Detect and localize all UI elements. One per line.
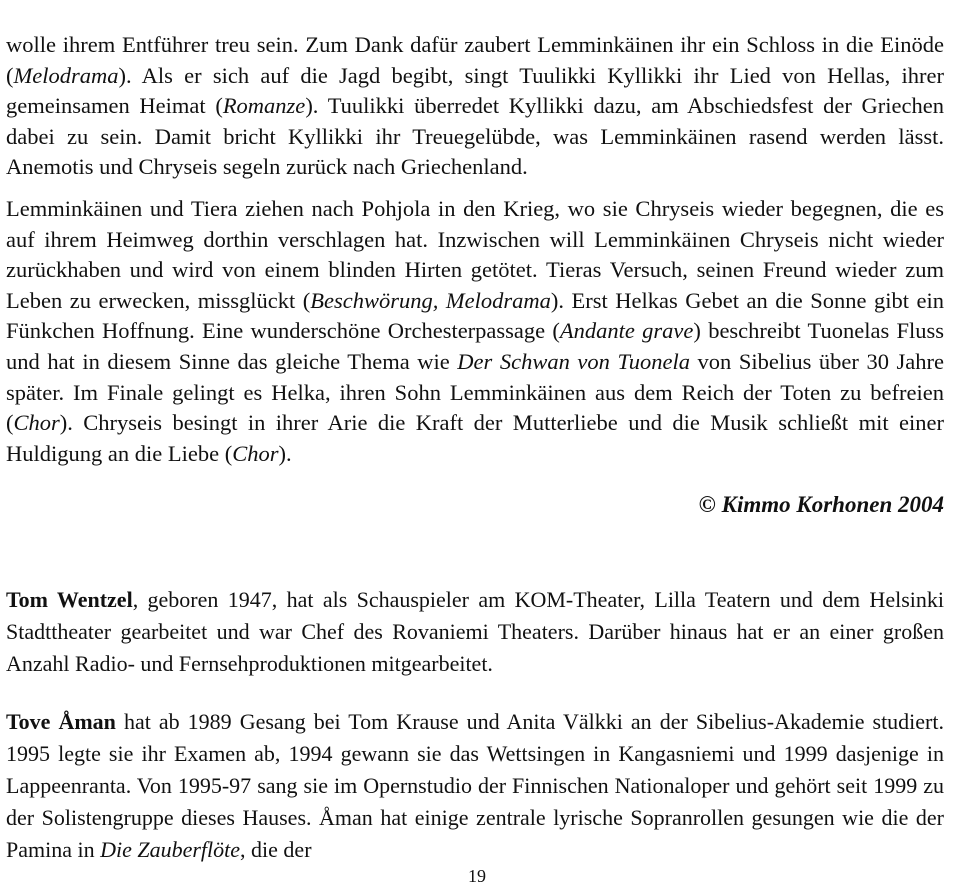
italic-text: Chor <box>13 410 60 436</box>
synopsis-paragraph-1 <box>6 30 944 183</box>
italic-text: Romanze <box>222 93 306 119</box>
italic-text: Chor <box>232 440 279 466</box>
text-run: ) beschreibt Tuonelas Fluss und hat in diesem Sinne das gleiche Thema wie <box>6 318 945 374</box>
italic-text: Der Schwan von Tuonela <box>457 348 690 374</box>
text-run: ). Als er sich auf die Jagd begibt, singt Tuulikki Kyllikki ihr Lied von Hellas, ihrer gemeinsamen Heimat ( <box>6 62 944 119</box>
bold-name: Tove Åman <box>6 709 116 734</box>
italic-text: Beschwörung, Melodrama <box>310 287 551 313</box>
text-run: , die der <box>240 837 312 862</box>
text-run: wolle ihrem Entführer treu sein. Zum Dank dafür zaubert Lemminkäinen ihr ein Schloss in die Einöde ( <box>6 32 944 88</box>
bio-tove-aman <box>6 706 944 866</box>
bio-tom-wentzel <box>6 584 944 680</box>
copyright-signature: © Kimmo Korhonen 2004 <box>698 492 944 517</box>
text-run: hat ab 1989 Gesang bei Tom Krause und Anita Välkki an der Sibelius-Akademie studiert. 1995 legte sie ihr Examen ab, 1994 gewann sie das Wettsingen in Kangasniemi und 1999 dasjenige in Lappeenranta. Von 1995-97 sang sie im Opernstudio der Finnischen Nationaloper und gehört seit 1999 zu der Solistengruppe dieses Hauses. Åman hat einige zentrale lyrische Sopranrollen gesungen wie die der Pamina in <box>6 709 944 862</box>
text-run: , geboren 1947, hat als Schauspieler am KOM-Theater, Lilla Teatern und dem Helsinki Stadttheater gearbeitet und war Chef des Rovaniemi Theaters. Darüber hinaus hat er an einer großen Anzahl Radio- und Fernsehproduktionen mitgearbeitet. <box>6 587 944 676</box>
text-run: von Sibelius über 30 Jahre später. Im Finale gelingt es Helka, ihren Sohn Lemminkäinen aus dem Reich der Toten zu befreien ( <box>6 348 944 436</box>
text-run: ). Tuulikki überredet Kyllikki dazu, am Abschiedsfest der Griechen dabei zu sein. Damit bricht Kyllikki ihr Treuegelübde, was Lemminkäinen rasend werden lässt. Anemotis und Chryseis segeln zurück nach Griechenland. <box>6 93 944 180</box>
italic-text: Melodrama <box>13 62 119 88</box>
text-run: ). Chryseis besingt in ihrer Arie die Kraft der Mutterliebe und die Musik schließt mit einer Huldigung an die Liebe ( <box>6 410 944 466</box>
page-number: 19 <box>468 866 486 886</box>
text-run: ). <box>278 440 292 466</box>
text-run: ). Erst Helkas Gebet an die Sonne gibt ein Fünkchen Hoffnung. Eine wunderschöne Orchesterpassage ( <box>6 287 944 344</box>
synopsis-paragraph-2 <box>6 194 944 469</box>
text-run: Lemminkäinen und Tiera ziehen nach Pohjola in den Krieg, wo sie Chryseis wieder begegnen, die es auf ihrem Heimweg dorthin verschlagen hat. Inzwischen will Lemminkäinen Chryseis nicht wieder zurückhaben und wird von einem blinden Hirten getötet. Tieras Versuch, seinen Freund wieder zum Leben zu erwecken, missglückt ( <box>6 196 944 313</box>
bold-name: Tom Wentzel <box>6 587 133 612</box>
italic-text: Die Zauberflöte <box>100 837 241 862</box>
italic-text: Andante grave <box>559 318 694 344</box>
